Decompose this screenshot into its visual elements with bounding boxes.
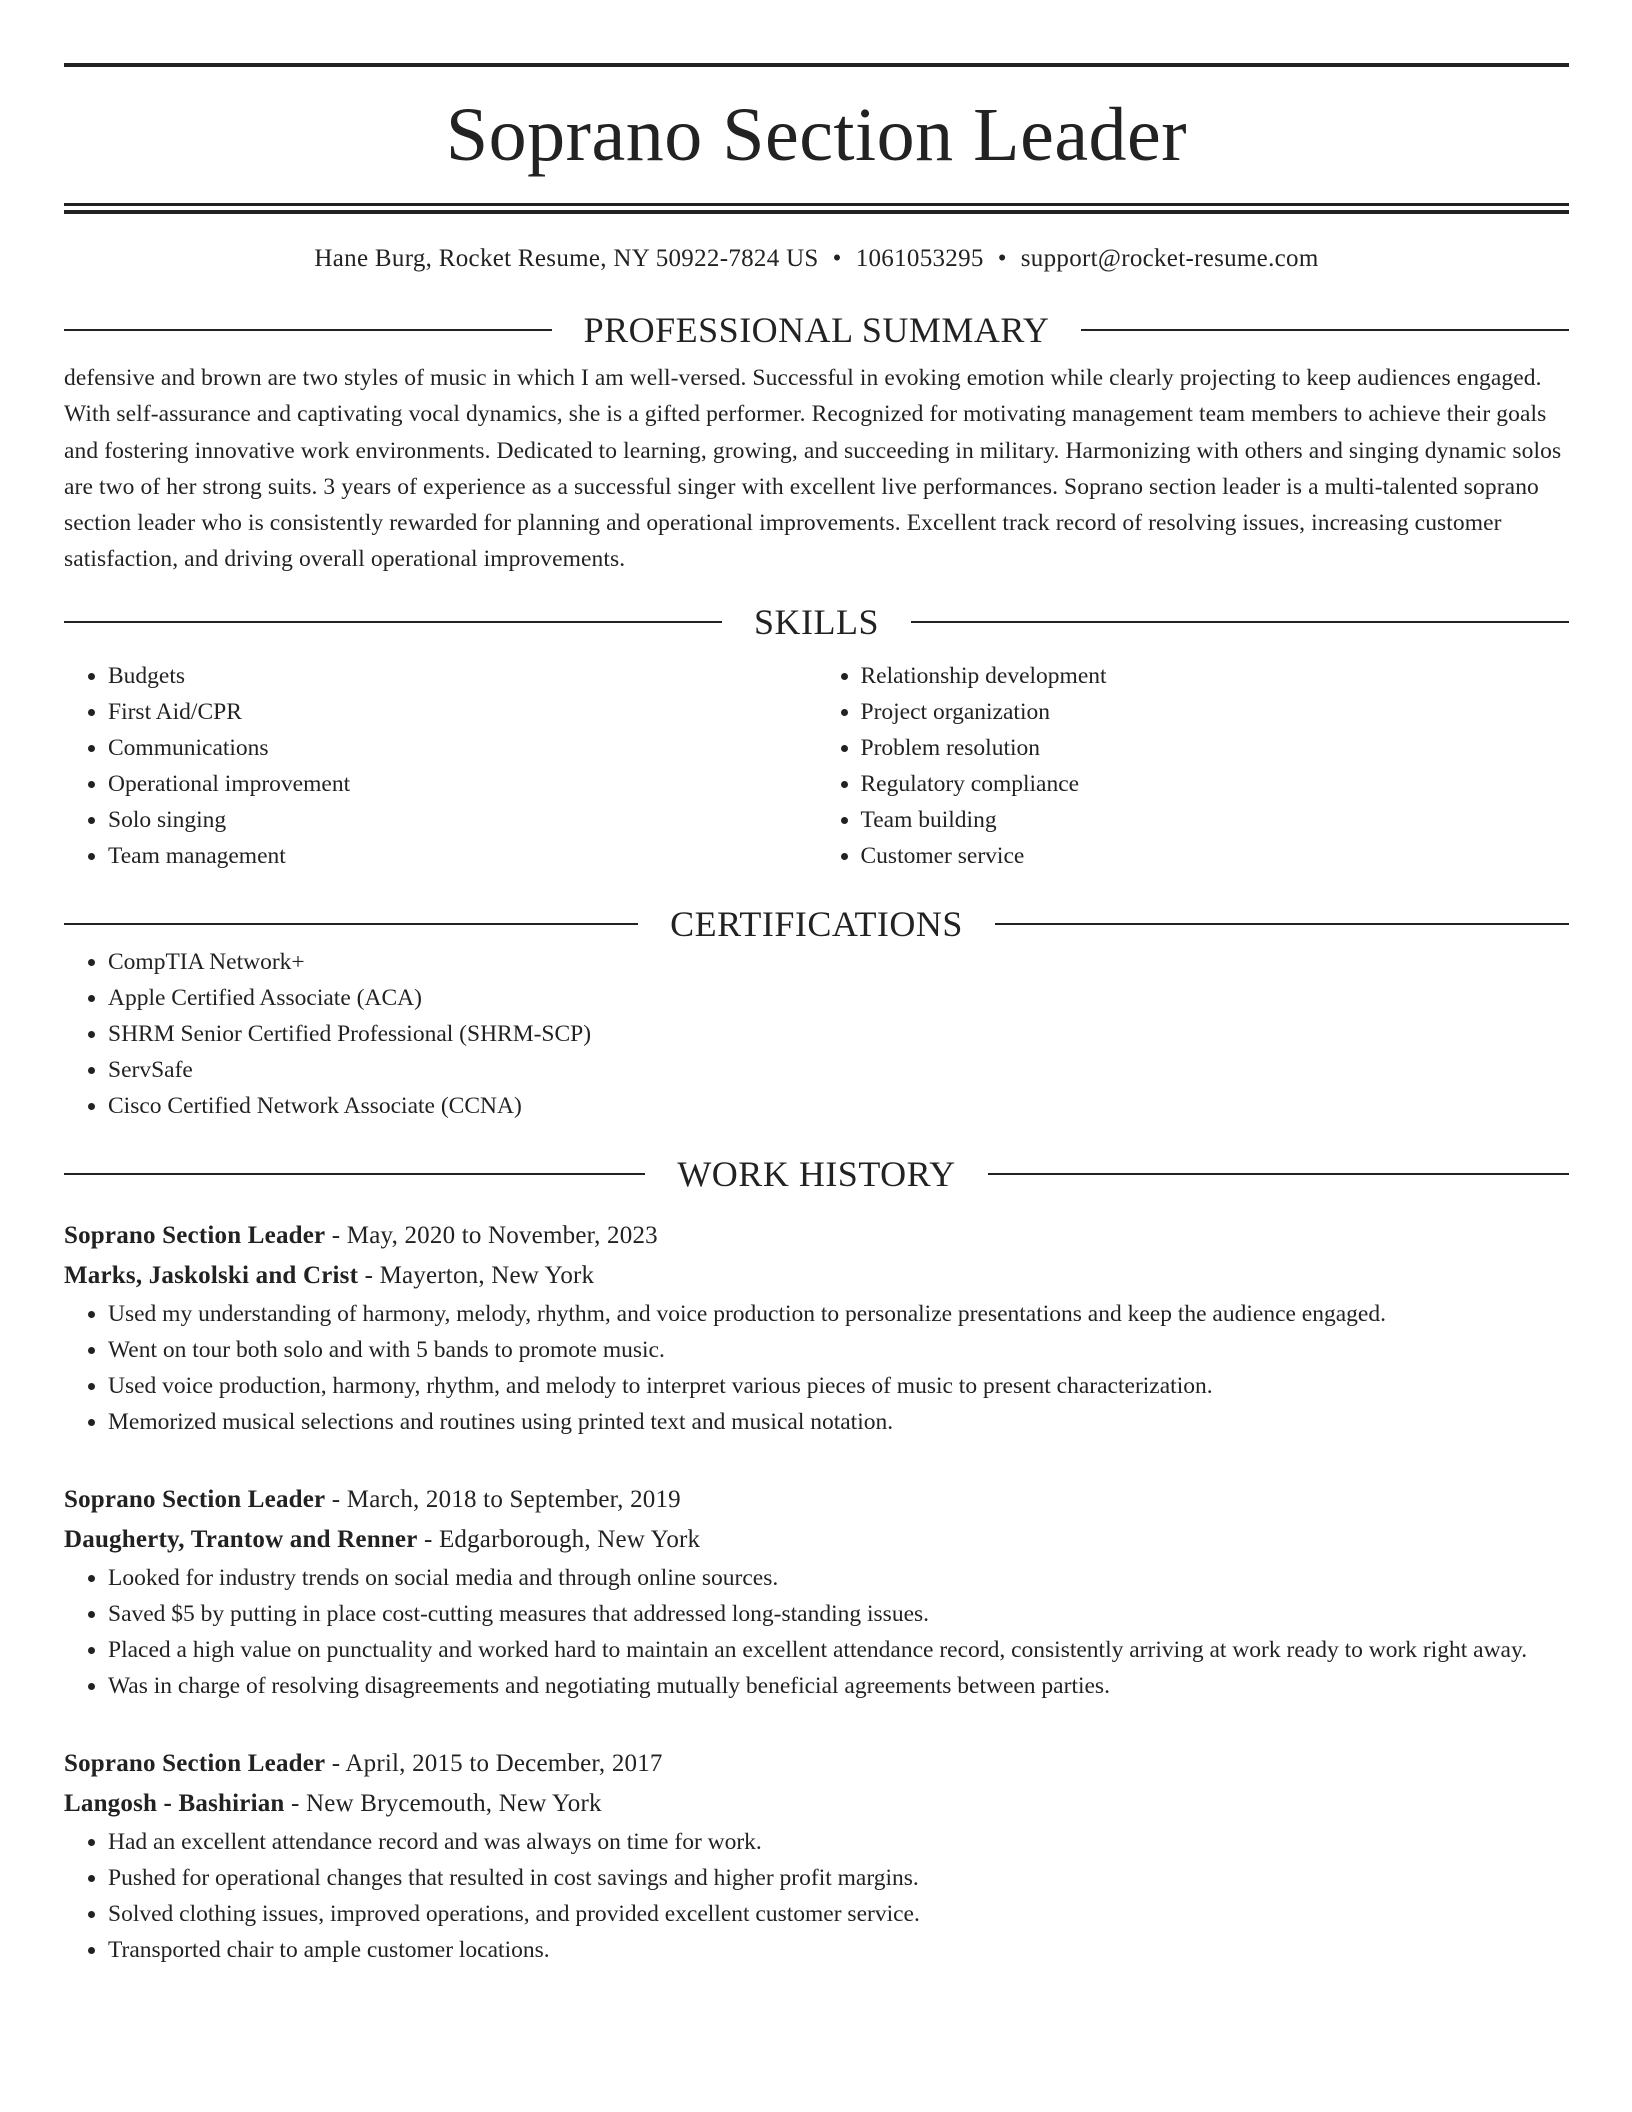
job-bullets — [64, 1296, 1569, 1440]
skills-list — [64, 658, 1569, 874]
job-bullet: • Memorized musical selections and routines using printed text and musical notation. — [108, 1404, 1569, 1440]
job-bullet: • Placed a high value on punctuality and worked hard to maintain an excellent attendance record, consistently arriving at work ready to work right away. — [108, 1632, 1569, 1668]
job-company: Daugherty, Trantow and Renner — [64, 1525, 418, 1553]
job-role: Soprano Section Leader — [64, 1221, 326, 1249]
job-company: Marks, Jaskolski and Crist — [64, 1261, 359, 1289]
job-bullet: • Had an excellent attendance record and was always on time for work. — [108, 1824, 1569, 1860]
skill-item: • Regulatory compliance — [861, 766, 1570, 802]
job-bullet: • Looked for industry trends on social media and through online sources. — [108, 1560, 1569, 1596]
resume-page — [64, 63, 1569, 1968]
section-title: SKILLS — [754, 601, 880, 642]
skill-item: • First Aid/CPR — [108, 694, 817, 730]
skills-column-left — [64, 658, 817, 874]
job-location: - Mayerton, New York — [358, 1261, 595, 1289]
job-title-line — [64, 1216, 1569, 1256]
divider-line — [64, 1173, 645, 1175]
job-bullet: • Pushed for operational changes that resulted in cost savings and higher profit margins. — [108, 1860, 1569, 1896]
job-dates: - May, 2020 to November, 2023 — [325, 1221, 658, 1249]
divider-line — [988, 1173, 1569, 1175]
job-dates: - April, 2015 to December, 2017 — [325, 1749, 663, 1777]
job-bullet: • Used voice production, harmony, rhythm, and melody to interpret various pieces of music to present characterization. — [108, 1368, 1569, 1404]
contact-separator: • — [997, 245, 1007, 272]
contact-email: support@rocket-resume.com — [1020, 245, 1319, 272]
work-history-heading — [64, 1154, 1569, 1194]
job-bullet: • Solved clothing issues, improved operations, and provided excellent customer service. — [108, 1896, 1569, 1932]
divider-line — [64, 329, 552, 331]
skill-item: • Relationship development — [861, 658, 1570, 694]
job-title-line — [64, 1480, 1569, 1520]
job-bullet: • Was in charge of resolving disagreements and negotiating mutually beneficial agreements between parties. — [108, 1668, 1569, 1704]
contact-address: Hane Burg, Rocket Resume, NY 50922-7824 US — [314, 245, 819, 272]
job-company-line — [64, 1256, 1569, 1296]
skill-item: • Team management — [108, 838, 817, 874]
section-title: PROFESSIONAL SUMMARY — [583, 310, 1050, 350]
divider-line — [64, 621, 722, 623]
job-title-line — [64, 1744, 1569, 1784]
job-bullets — [64, 1560, 1569, 1704]
section-title: WORK HISTORY — [677, 1153, 956, 1194]
skill-item: • Budgets — [108, 658, 817, 694]
skill-item: • Solo singing — [108, 802, 817, 838]
job-dates: - March, 2018 to September, 2019 — [325, 1485, 681, 1513]
skill-item: • Problem resolution — [861, 730, 1570, 766]
job-role: Soprano Section Leader — [64, 1749, 326, 1777]
skill-item: • Team building — [861, 802, 1570, 838]
job-company-line — [64, 1784, 1569, 1824]
contact-separator: • — [832, 245, 842, 272]
job-bullet: • Used my understanding of harmony, melody, rhythm, and voice production to personalize presentations and keep the audience engaged. — [108, 1296, 1569, 1332]
certification-item: • ServSafe — [108, 1052, 1569, 1088]
divider-line — [911, 621, 1569, 623]
divider-line — [1081, 329, 1569, 331]
contact-phone: 1061053295 — [855, 245, 984, 272]
certifications-heading — [64, 904, 1569, 944]
skills-column-right — [817, 658, 1570, 874]
summary-text: defensive and brown are two styles of music in which I am well-versed. Successful in evoking emotion while clearly projecting to keep audiences engaged. With self-assurance and captivating vocal dynamics, she is a gifted performer. Recognized for motivating management team members to achieve their goals and fostering innovative work environments. Dedicated to learning, growing, and succeeding in military. Harmonizing with others and singing dynamic solos are two of her strong suits. 3 years of experience as a successful singer with excellent live performances. Soprano section leader is a multi-talented soprano section leader who is consistently rewarded for planning and operational improvements. Excellent track record of resolving issues, increasing customer satisfaction, and driving overall operational improvements. — [64, 365, 1562, 573]
skill-item: • Communications — [108, 730, 817, 766]
summary-heading — [64, 310, 1569, 350]
skill-item: • Project organization — [861, 694, 1570, 730]
job-bullet: • Saved $5 by putting in place cost-cutting measures that addressed long-standing issues. — [108, 1596, 1569, 1632]
job-bullets — [64, 1824, 1569, 1968]
job-role: Soprano Section Leader — [64, 1485, 326, 1513]
divider-line — [64, 923, 638, 925]
certification-item: • SHRM Senior Certified Professional (SHRM-SCP) — [108, 1016, 1569, 1052]
job-company: Langosh - Bashirian — [64, 1789, 285, 1817]
certification-item: • Cisco Certified Network Associate (CCNA) — [108, 1088, 1569, 1124]
double-rule — [64, 203, 1569, 214]
job-company-line — [64, 1520, 1569, 1560]
certifications-list — [64, 944, 1569, 1124]
job-entry — [64, 1216, 1569, 1440]
job-entry — [64, 1744, 1569, 1968]
resume-name: Soprano Section Leader — [445, 93, 1188, 177]
section-title: CERTIFICATIONS — [670, 903, 963, 944]
job-location: - New Brycemouth, New York — [284, 1789, 602, 1817]
skill-item: • Operational improvement — [108, 766, 817, 802]
job-bullet: • Went on tour both solo and with 5 bands to promote music. — [108, 1332, 1569, 1368]
certification-item: • CompTIA Network+ — [108, 944, 1569, 980]
job-entry — [64, 1480, 1569, 1704]
job-location: - Edgarborough, New York — [417, 1525, 701, 1553]
top-rule — [64, 63, 1569, 67]
certification-item: • Apple Certified Associate (ACA) — [108, 980, 1569, 1016]
contact-line — [64, 244, 1569, 274]
job-bullet: • Transported chair to ample customer locations. — [108, 1932, 1569, 1968]
divider-line — [995, 923, 1569, 925]
skill-item: • Customer service — [861, 838, 1570, 874]
skills-heading — [64, 602, 1569, 642]
